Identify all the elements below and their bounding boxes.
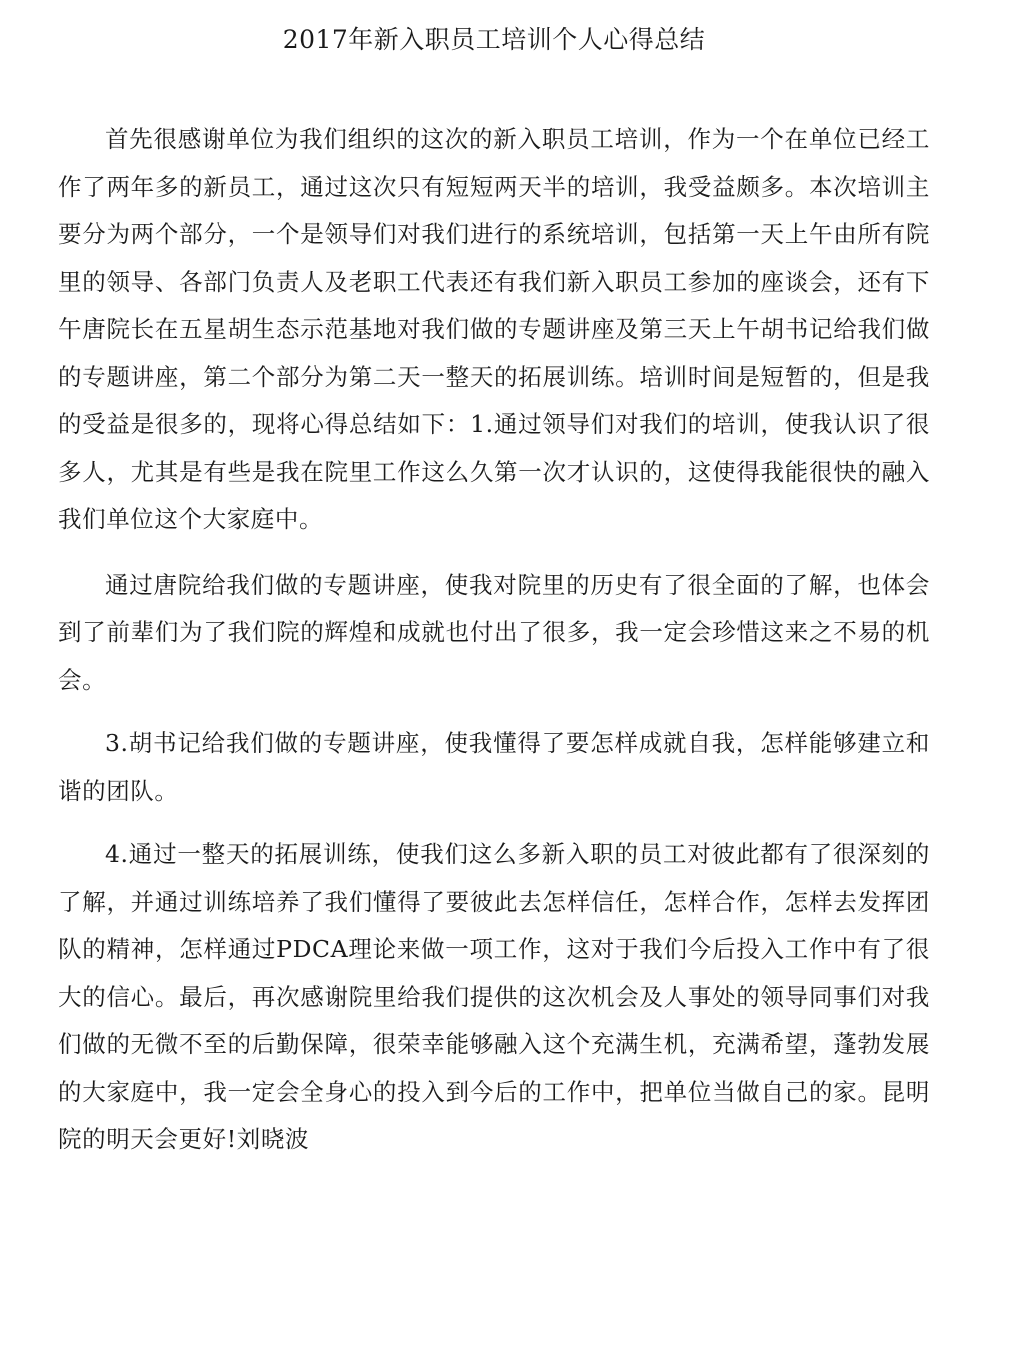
document-title: 2017年新入职员工培训个人心得总结 bbox=[282, 25, 706, 54]
paragraph-3: 3.胡书记给我们做的专题讲座，使我懂得了要怎样成就自我，怎样能够建立和谐的团队。 bbox=[58, 729, 930, 805]
paragraph-4: 4.通过一整天的拓展训练，使我们这么多新入职的员工对彼此都有了很深刻的了解，并通过训练培养了我们懂得了要彼此去怎样信任，怎样合作，怎样去发挥团队的精神，怎样通过PDCA理论来做一项工作，这对于我们今后投入工作中有了很大的信心。最后，再次感谢院里给我们提供的这次机会及人事处的领导同事们对我们做的无微不至的后勤保障，很荣幸能够融入这个充满生机，充满希望，蓬勃发展的大家庭中，我一定会全身心的投入到今后的工作中，把单位当做自己的家。昆明院的明天会更好!刘晓波 bbox=[58, 840, 930, 1153]
paragraph-1: 首先很感谢单位为我们组织的这次的新入职员工培训，作为一个在单位已经工作了两年多的新员工，通过这次只有短短两天半的培训，我受益颇多。本次培训主要分为两个部分，一个是领导们对我们进行的系统培训，包括第一天上午由所有院里的领导、各部门负责人及老职工代表还有我们新入职员工参加的座谈会，还有下午唐院长在五星胡生态示范基地对我们做的专题讲座及第三天上午胡书记给我们做的专题讲座，第二个部分为第二天一整天的拓展训练。培训时间是短暂的，但是我的受益是很多的，现将心得总结如下：1.通过领导们对我们的培训，使我认识了很多人，尤其是有些是我在院里工作这么久第一次才认识的，这使得我能很快的融入我们单位这个大家庭中。 bbox=[58, 125, 930, 533]
paragraph-2: 通过唐院给我们做的专题讲座，使我对院里的历史有了很全面的了解，也体会到了前辈们为了我们院的辉煌和成就也付出了很多，我一定会珍惜这来之不易的机会。 bbox=[58, 570, 930, 694]
document-page bbox=[58, 22, 930, 1180]
